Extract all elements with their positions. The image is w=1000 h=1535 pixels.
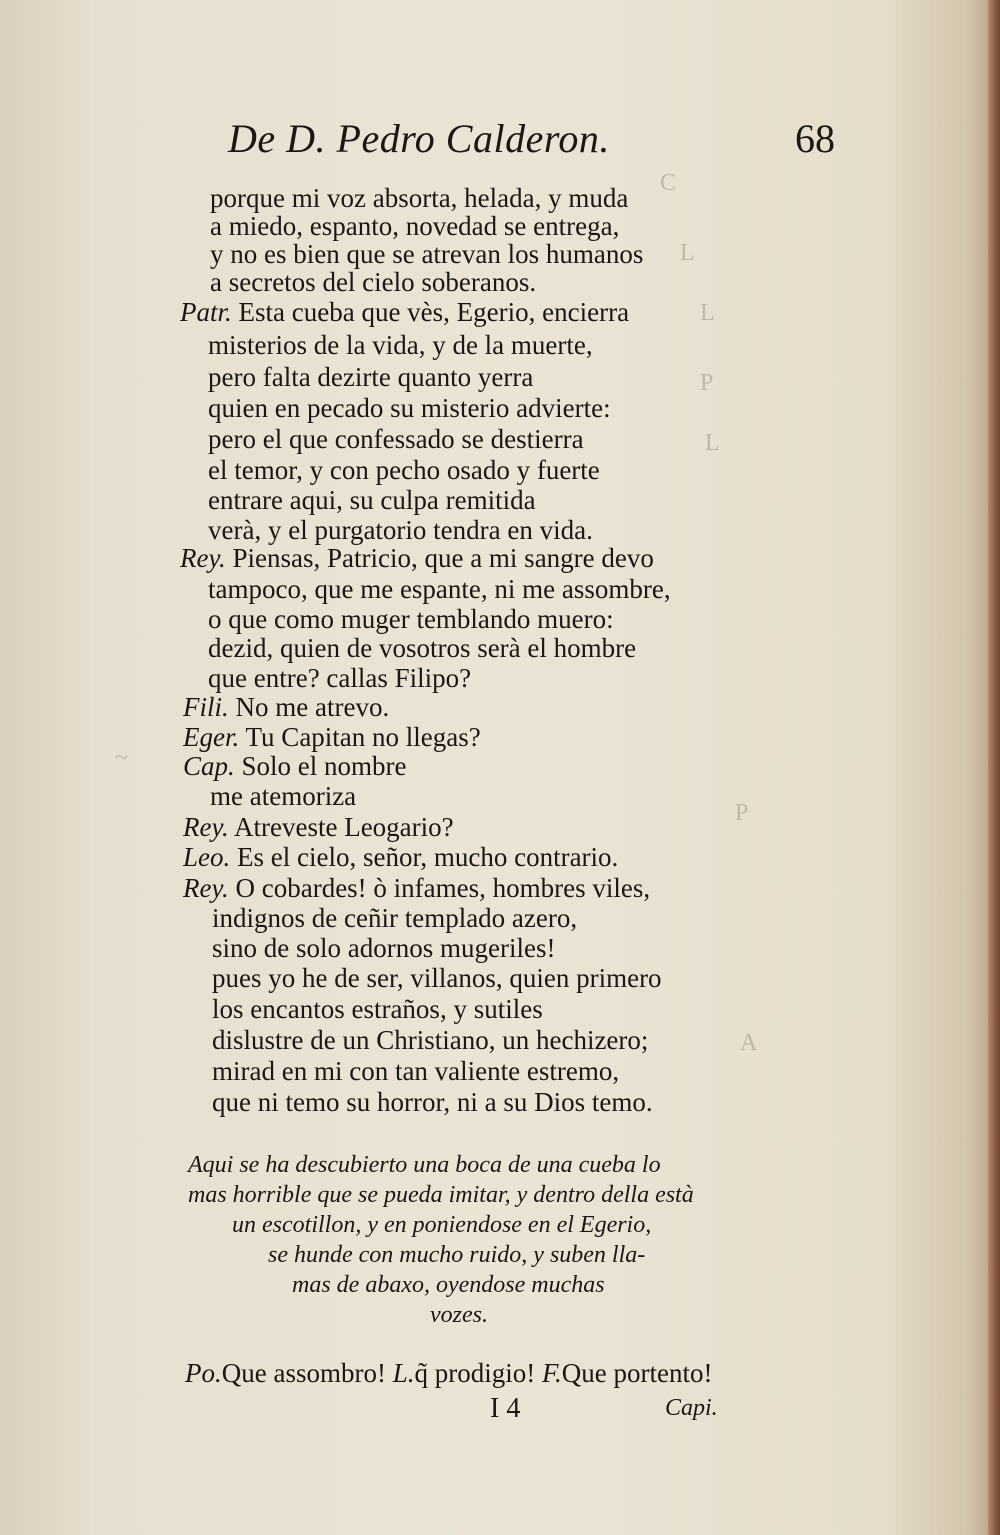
stage-direction-line: Aqui se ha descubierto una boca de una cueba lo (188, 1152, 661, 1178)
verse-line: o que como muger temblando muero: (208, 604, 614, 634)
bleed-through-mark: P (735, 800, 749, 826)
page-edge (988, 0, 1000, 1535)
verse-line: misterios de la vida, y de la muerte, (208, 330, 593, 360)
stage-direction-line: se hunde con mucho ruido, y suben lla- (268, 1242, 646, 1268)
stage-direction-line: un escotillon, y en poniendose en el Egerio, (232, 1212, 652, 1238)
verse-line: que entre? callas Filipo? (208, 663, 472, 693)
running-head: De D. Pedro Calderon. (228, 116, 610, 161)
verse-line: los encantos estraños, y sutiles (212, 994, 543, 1024)
page-number: 68 (795, 116, 835, 161)
verse-line: sino de solo adornos mugeriles! (212, 933, 556, 963)
verse-line: verà, y el purgatorio tendra en vida. (208, 515, 593, 545)
verse-line: el temor, y con pecho osado y fuerte (208, 455, 600, 485)
verse-line: Cap. Solo el nombre (183, 751, 407, 781)
verse-line: me atemoriza (210, 781, 357, 811)
verse-line: Rey. Piensas, Patricio, que a mi sangre devo (180, 543, 654, 573)
verse-line: Leo. Es el cielo, señor, mucho contrario. (183, 842, 619, 872)
verse-line: mirad en mi con tan valiente estremo, (212, 1056, 620, 1086)
verse-line: quien en pecado su misterio advierte: (208, 393, 611, 423)
bleed-through-mark: L (680, 240, 695, 266)
verse-line: a miedo, espanto, novedad se entrega, (210, 211, 620, 241)
verse-line: pero falta dezirte quanto yerra (208, 362, 534, 392)
verse-line: dislustre de un Christiano, un hechizero; (212, 1025, 649, 1055)
stage-direction-line: mas de abaxo, oyendose muchas (292, 1272, 605, 1298)
verse-line: Po.Que assombro! L.q̃ prodigio! F.Que portento! (185, 1358, 713, 1388)
verse-line: indignos de ceñir templado azero, (212, 903, 578, 933)
bleed-through-mark: L (705, 430, 720, 456)
verse-line: Rey. Atreveste Leogario? (183, 812, 454, 842)
verse-line: y no es bien que se atrevan los humanos (210, 239, 644, 269)
verse-line: a secretos del cielo soberanos. (210, 267, 537, 297)
verse-line: porque mi voz absorta, helada, y muda (210, 183, 629, 213)
bleed-through-mark: ~ (115, 745, 128, 771)
bleed-through-mark: C (660, 170, 677, 196)
verse-line: tampoco, que me espante, ni me assombre, (208, 574, 671, 604)
stage-direction-line: mas horrible que se pueda imitar, y dentro della està (188, 1182, 694, 1208)
bleed-through-mark: A (740, 1030, 758, 1056)
signature-mark: I 4 (490, 1393, 521, 1424)
catchword: Capi. (665, 1395, 718, 1421)
verse-line: Rey. O cobardes! ò infames, hombres viles, (183, 873, 651, 903)
verse-line: Patr. Esta cueba que vès, Egerio, encierra (180, 297, 630, 327)
verse-line: Eger. Tu Capitan no llegas? (183, 722, 481, 752)
stage-direction-line: vozes. (430, 1302, 488, 1328)
verse-line: pero el que confessado se destierra (208, 424, 584, 454)
verse-line: Fili. No me atrevo. (183, 692, 390, 722)
bleed-through-mark: L (700, 300, 715, 326)
bleed-through-mark: P (700, 370, 714, 396)
verse-line: dezid, quien de vosotros serà el hombre (208, 633, 637, 663)
verse-line: que ni temo su horror, ni a su Dios temo. (212, 1087, 653, 1117)
verse-line: entrare aqui, su culpa remitida (208, 485, 536, 515)
verse-line: pues yo he de ser, villanos, quien primero (212, 963, 662, 993)
